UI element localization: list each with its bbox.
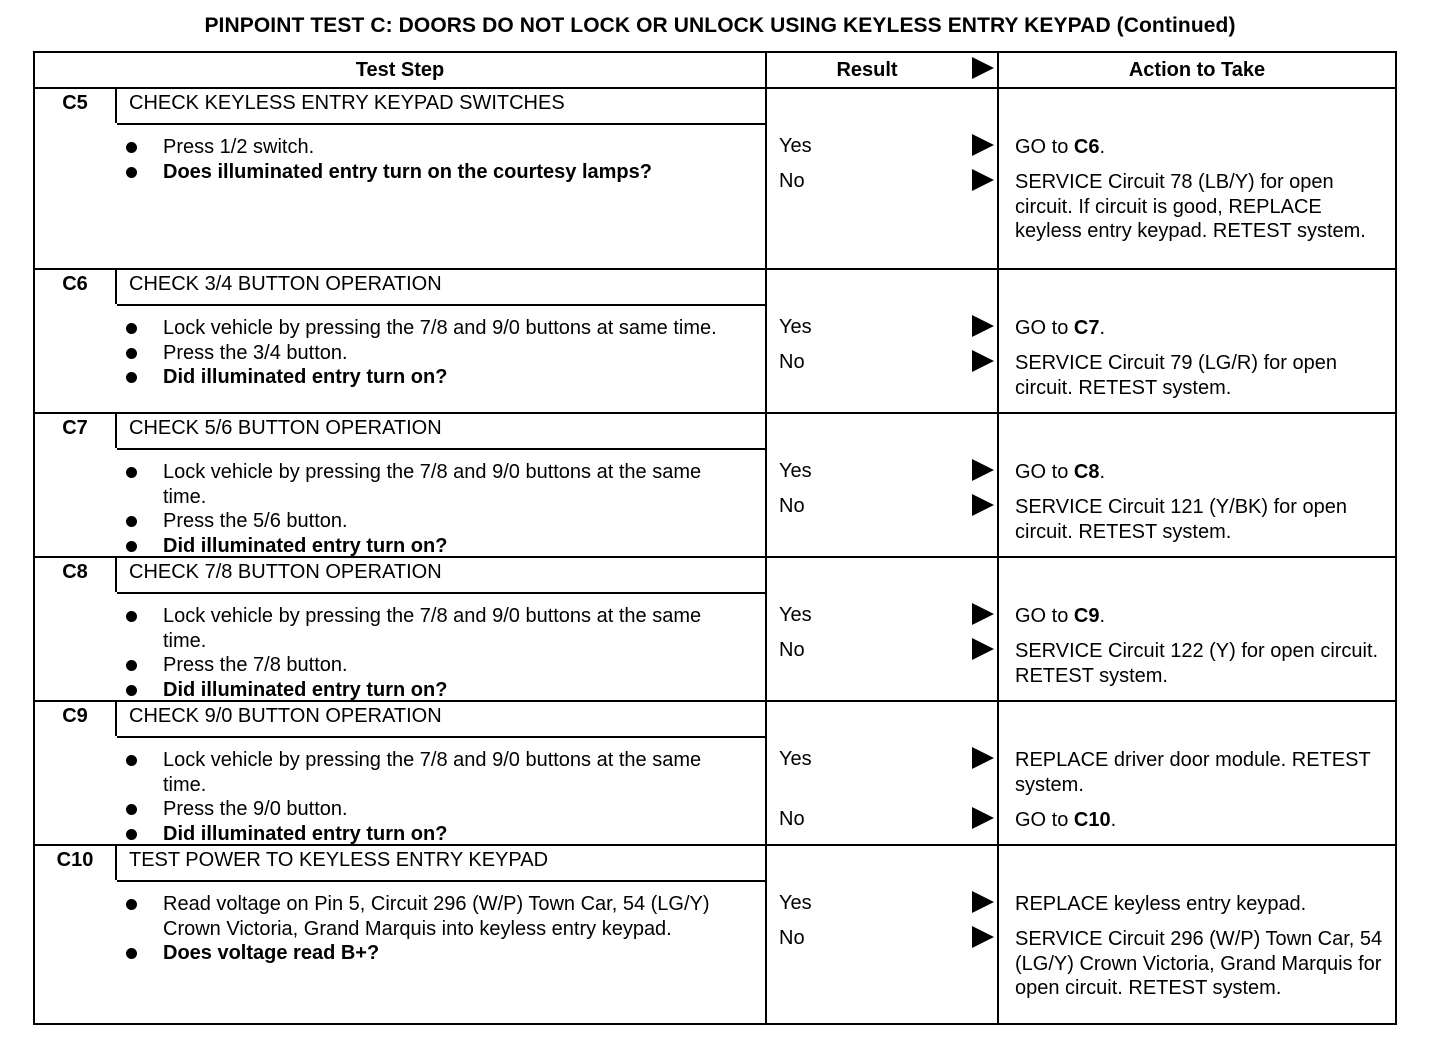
header-result: Result	[836, 59, 898, 81]
action-main: GO to	[1015, 605, 1074, 627]
bullet-icon	[126, 348, 137, 359]
step-bullet	[115, 160, 735, 185]
action-suffix: .	[1110, 809, 1117, 831]
bullet-text: Lock vehicle by pressing the 7/8 and 9/0 buttons at same time.	[163, 317, 717, 339]
bullet-icon	[126, 611, 137, 622]
bullet-icon	[126, 167, 137, 178]
action-text	[1015, 170, 1385, 244]
pinpoint-test-table	[33, 51, 1397, 1025]
action-step-ref: C9	[1073, 605, 1100, 627]
step-id: C8	[62, 561, 88, 583]
result-label: No	[779, 170, 805, 192]
step-title: CHECK 9/0 BUTTON OPERATION	[129, 705, 442, 727]
step-id-divider	[115, 412, 117, 448]
arrow-right-icon	[972, 638, 994, 660]
step-id: C10	[56, 849, 94, 871]
bullet-text: Did illuminated entry turn on?	[163, 534, 448, 557]
action-main: SERVICE Circuit 122 (Y) for open circuit. RETEST system.	[1015, 640, 1379, 687]
bullet-icon	[126, 899, 137, 910]
result-label: Yes	[779, 135, 812, 157]
action-suffix: .	[1099, 136, 1106, 158]
arrow-right-icon	[972, 494, 994, 516]
step-bullet-list	[115, 316, 735, 390]
step-title: TEST POWER TO KEYLESS ENTRY KEYPAD	[129, 849, 549, 871]
action-main: SERVICE Circuit 121 (Y/BK) for open circuit. RETEST system.	[1015, 496, 1347, 543]
arrow-right-icon	[972, 134, 994, 156]
result-label: Yes	[779, 892, 812, 914]
action-text	[1015, 495, 1385, 544]
bullet-text: Did illuminated entry turn on?	[163, 678, 448, 701]
action-suffix: .	[1099, 317, 1106, 339]
bullet-text: Press the 5/6 button.	[163, 510, 348, 532]
bullet-text: Does voltage read B+?	[163, 942, 380, 964]
step-bullet	[115, 509, 735, 534]
header-arrow-icon	[972, 57, 994, 79]
step-title-divider	[117, 123, 765, 125]
action-text	[1015, 460, 1385, 485]
action-text	[1015, 316, 1385, 341]
result-label: No	[779, 495, 805, 517]
arrow-right-icon	[972, 603, 994, 625]
step-bullet-list	[115, 460, 735, 558]
bullet-text: Does illuminated entry turn on the courtesy lamps?	[163, 160, 652, 183]
action-text	[1015, 892, 1385, 917]
step-title-divider	[117, 592, 765, 594]
step-id-divider	[115, 87, 117, 123]
result-label: Yes	[779, 604, 812, 626]
step-bullet-list	[115, 135, 735, 184]
step-bullet	[115, 653, 735, 678]
arrow-right-icon	[972, 807, 994, 829]
action-suffix: .	[1099, 461, 1106, 483]
bullet-icon	[126, 685, 137, 696]
bullet-icon	[126, 829, 137, 840]
bullet-icon	[126, 516, 137, 527]
bullet-text: Press 1/2 switch.	[163, 136, 315, 158]
bullet-text: Lock vehicle by pressing the 7/8 and 9/0 buttons at the same time.	[163, 461, 702, 508]
bullet-text: Did illuminated entry turn on?	[163, 366, 448, 388]
step-bullet	[115, 460, 735, 509]
step-id: C6	[62, 273, 88, 295]
result-label: Yes	[779, 316, 812, 338]
action-step-ref: C6	[1073, 136, 1100, 158]
page-title: PINPOINT TEST C: DOORS DO NOT LOCK OR UNLOCK USING KEYLESS ENTRY KEYPAD (Continued)	[204, 14, 1236, 37]
action-text	[1015, 808, 1385, 833]
step-id: C5	[62, 92, 88, 114]
step-title: CHECK 7/8 BUTTON OPERATION	[129, 561, 442, 583]
action-step-ref: C7	[1073, 317, 1100, 339]
result-label: No	[779, 351, 805, 373]
step-id-divider	[115, 844, 117, 880]
arrow-right-icon	[972, 315, 994, 337]
action-main: REPLACE driver door module. RETEST system.	[1015, 749, 1371, 796]
bullet-icon	[126, 323, 137, 334]
bullet-icon	[126, 541, 137, 552]
step-bullet	[115, 604, 735, 653]
header-action: Action to Take	[1128, 59, 1266, 81]
step-title-divider	[117, 304, 765, 306]
bullet-text: Did illuminated entry turn on?	[163, 822, 448, 845]
arrow-right-icon	[972, 169, 994, 191]
result-label: Yes	[779, 460, 812, 482]
action-main: REPLACE keyless entry keypad.	[1015, 893, 1307, 915]
step-bullet	[115, 135, 735, 160]
step-id: C7	[62, 417, 88, 439]
action-main: GO to	[1015, 317, 1074, 339]
column-divider	[997, 53, 999, 1023]
action-main: GO to	[1015, 809, 1074, 831]
result-label: Yes	[779, 748, 812, 770]
step-bullet	[115, 534, 735, 559]
step-id-divider	[115, 268, 117, 304]
bullet-text: Lock vehicle by pressing the 7/8 and 9/0 buttons at the same time.	[163, 749, 702, 796]
step-bullet	[115, 341, 735, 366]
action-step-ref: C10	[1073, 809, 1111, 831]
column-divider	[765, 53, 767, 1023]
bullet-text: Lock vehicle by pressing the 7/8 and 9/0 buttons at the same time.	[163, 605, 702, 652]
step-title: CHECK 3/4 BUTTON OPERATION	[129, 273, 442, 295]
bullet-text: Press the 9/0 button.	[163, 798, 348, 820]
section-divider	[35, 844, 1395, 846]
action-text	[1015, 927, 1385, 1001]
step-bullet-list	[115, 748, 735, 846]
step-title-divider	[117, 448, 765, 450]
bullet-icon	[126, 948, 137, 959]
action-main: SERVICE Circuit 78 (LB/Y) for open circuit. If circuit is good, REPLACE keyless entry keypad. RETEST system.	[1015, 171, 1366, 242]
step-bullet-list	[115, 892, 735, 966]
bullet-icon	[126, 372, 137, 383]
step-bullet-list	[115, 604, 735, 702]
step-id: C9	[62, 705, 88, 727]
step-bullet	[115, 892, 735, 941]
bullet-text: Read voltage on Pin 5, Circuit 296 (W/P) Town Car, 54 (LG/Y) Crown Victoria, Grand Marquis into keyless entry keypad.	[163, 893, 710, 940]
step-bullet	[115, 797, 735, 822]
action-main: SERVICE Circuit 296 (W/P) Town Car, 54 (LG/Y) Crown Victoria, Grand Marquis for open circuit. RETEST system.	[1015, 928, 1383, 999]
section-divider	[35, 87, 1395, 89]
section-divider	[35, 412, 1395, 414]
step-bullet	[115, 678, 735, 703]
result-label: No	[779, 808, 805, 830]
action-text	[1015, 135, 1385, 160]
arrow-right-icon	[972, 350, 994, 372]
action-suffix: .	[1099, 605, 1106, 627]
section-divider	[35, 556, 1395, 558]
step-title-divider	[117, 736, 765, 738]
action-main: GO to	[1015, 136, 1074, 158]
bullet-icon	[126, 755, 137, 766]
action-main: SERVICE Circuit 79 (LG/R) for open circuit. RETEST system.	[1015, 352, 1337, 399]
arrow-right-icon	[972, 926, 994, 948]
header-test-step: Test Step	[355, 59, 445, 81]
arrow-right-icon	[972, 891, 994, 913]
step-bullet	[115, 316, 735, 341]
bullet-text: Press the 3/4 button.	[163, 341, 348, 364]
arrow-right-icon	[972, 747, 994, 769]
action-text	[1015, 639, 1385, 688]
arrow-right-icon	[972, 459, 994, 481]
action-text	[1015, 748, 1385, 797]
step-bullet	[115, 365, 735, 390]
action-main: GO to	[1015, 461, 1074, 483]
step-id-divider	[115, 700, 117, 736]
result-label: No	[779, 639, 805, 661]
section-divider	[35, 700, 1395, 702]
bullet-icon	[126, 467, 137, 478]
step-bullet	[115, 748, 735, 797]
step-id-divider	[115, 556, 117, 592]
step-bullet	[115, 822, 735, 847]
step-title-divider	[117, 880, 765, 882]
step-title: CHECK 5/6 BUTTON OPERATION	[129, 417, 442, 439]
bullet-text: Press the 7/8 button.	[163, 654, 348, 676]
section-divider	[35, 268, 1395, 270]
bullet-icon	[126, 142, 137, 153]
action-text	[1015, 604, 1385, 629]
step-bullet	[115, 941, 735, 966]
bullet-icon	[126, 804, 137, 815]
result-label: No	[779, 927, 805, 949]
bullet-icon	[126, 660, 137, 671]
action-text	[1015, 351, 1385, 400]
action-step-ref: C8	[1073, 461, 1100, 483]
step-title: CHECK KEYLESS ENTRY KEYPAD SWITCHES	[129, 92, 565, 114]
